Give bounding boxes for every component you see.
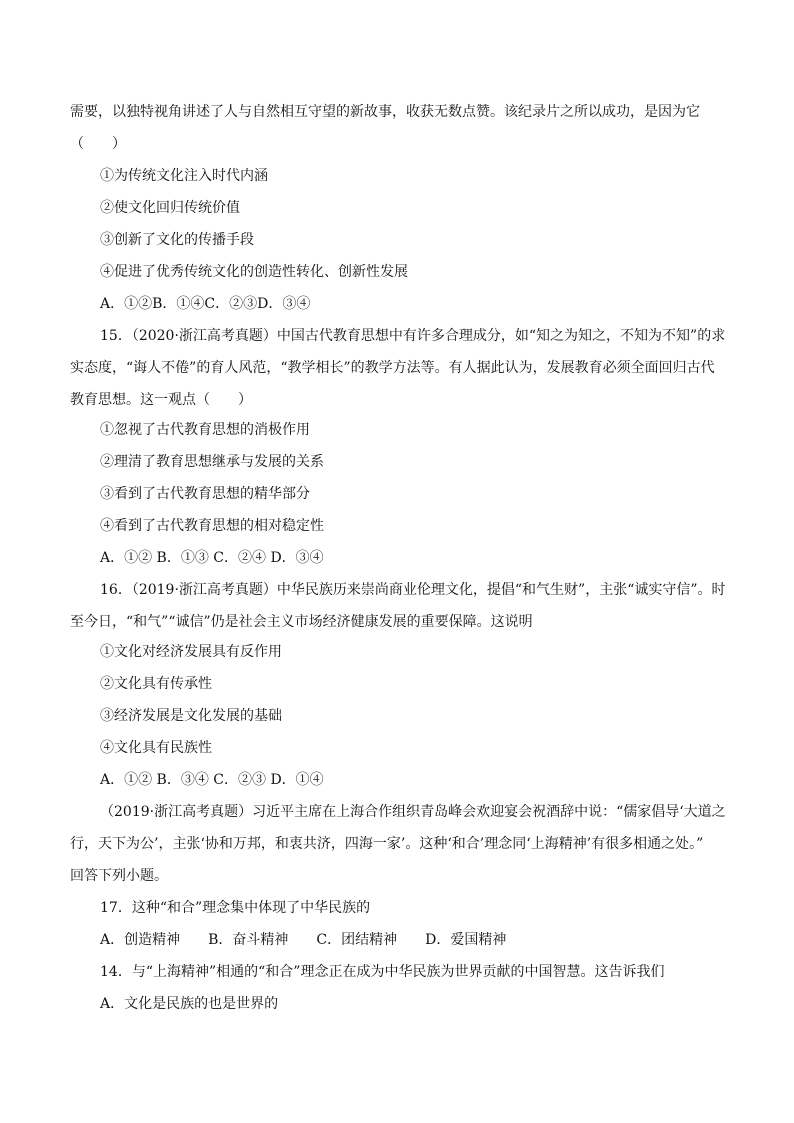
text-line: 15．（2020·浙江高考真题）中国古代教育思想中有许多合理成分，如“知之为知之，不知为不知”的求 xyxy=(100,328,726,344)
text-line: A．创造精神 B．奋斗精神 C．团结精神 D．爱国精神 xyxy=(100,932,507,948)
text-line: ①文化对经济发展具有反作用 xyxy=(100,644,282,660)
text-line: A．①② B．③④ C．②③ D．①④ xyxy=(100,772,324,788)
text-line: 至今日，“和气”“诚信”仍是社会主义市场经济健康发展的重要保障。这说明 xyxy=(70,614,533,630)
text-line: ④看到了古代教育思想的相对稳定性 xyxy=(100,518,324,534)
text-line: 教育思想。这一观点（ ） xyxy=(70,392,252,408)
text-line: 16．（2019·浙江高考真题）中华民族历来崇尚商业伦理文化，提倡“和气生财”，主张“诚实守信”。时 xyxy=(100,582,726,598)
text-line: ④文化具有民族性 xyxy=(100,740,212,756)
text-line: 需要，以独特视角讲述了人与自然相互守望的新故事，收获无数点赞。该纪录片之所以成功，是因为它 xyxy=(70,104,700,120)
text-line: ①忽视了古代教育思想的消极作用 xyxy=(100,422,310,438)
text-line: （2019·浙江高考真题）习近平主席在上海合作组织青岛峰会欢迎宴会祝酒辞中说：“儒家倡导‘大道之 xyxy=(100,804,726,820)
text-line: ③创新了文化的传播手段 xyxy=(100,232,254,248)
text-line: ④促进了优秀传统文化的创造性转化、创新性发展 xyxy=(100,264,408,280)
text-line: （ ） xyxy=(70,136,126,152)
text-line: 实态度，“诲人不倦”的育人风范，“教学相长”的教学方法等。有人据此认为，发展教育必须全面回归古代 xyxy=(70,360,715,376)
text-line: ②理清了教育思想继承与发展的关系 xyxy=(100,454,324,470)
text-line: 回答下列小题。 xyxy=(70,868,168,884)
text-line: 17．这种“和合”理念集中体现了中华民族的 xyxy=(100,900,371,916)
text-line: ①为传统文化注入时代内涵 xyxy=(100,168,268,184)
text-line: ③看到了古代教育思想的精华部分 xyxy=(100,486,310,502)
text-line: A．①②B．①④C．②③D．③④ xyxy=(100,296,311,312)
text-line: ②使文化回归传统价值 xyxy=(100,200,240,216)
text-line: 行，天下为公’，主张‘协和万邦，和衷共济，四海一家’。这种‘和合’理念同‘上海精神’有很多相通之处。” xyxy=(70,836,704,852)
text-line: 14．与“上海精神”相通的“和合”理念正在成为中华民族为世界贡献的中国智慧。这告诉我们 xyxy=(100,964,665,980)
text-line: ②文化具有传承性 xyxy=(100,676,212,692)
text-line: A．文化是民族的也是世界的 xyxy=(100,996,279,1012)
text-line: ③经济发展是文化发展的基础 xyxy=(100,708,282,724)
text-line: A．①② B．①③ C．②④ D．③④ xyxy=(100,550,324,566)
